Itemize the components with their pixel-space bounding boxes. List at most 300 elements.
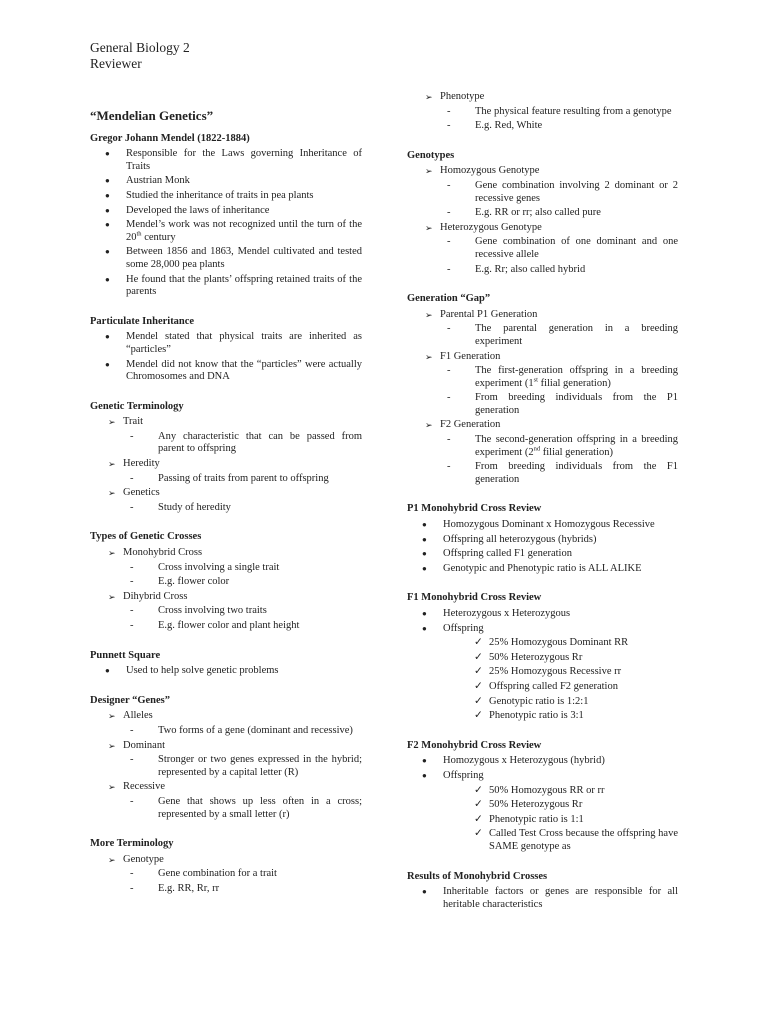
list-item-text <box>489 814 678 827</box>
section-heading: Results of Monohybrid Crosses <box>407 870 548 882</box>
dash-bullet-icon: - <box>130 882 134 894</box>
list-item-text-main: Offspring called F2 generation <box>489 680 618 692</box>
section-heading: Generation “Gap” <box>407 293 491 305</box>
list-item-text-main: Cross involving two traits <box>158 605 267 617</box>
section <box>90 316 362 384</box>
checkmark-icon: ✓ <box>474 828 483 840</box>
ordinal-superscript: nd <box>533 445 541 453</box>
list-item <box>90 487 362 500</box>
list-item-text <box>123 547 362 560</box>
dash-bullet-icon: - <box>447 461 451 473</box>
list-item <box>407 392 678 417</box>
list-item <box>90 781 362 794</box>
list-item-text-main: He found that the plants’ offspring retained traits of the parents <box>126 273 362 298</box>
list-item-text <box>475 120 678 133</box>
list-item-text <box>443 563 678 576</box>
arrowhead-bullet-icon: ➢ <box>108 782 116 793</box>
list-item <box>90 754 362 779</box>
list-item-text-tail: filial generation) <box>537 377 611 389</box>
list-item-text-main: Gene combination involving 2 dominant or 2 recessive genes <box>475 179 678 204</box>
list-item-text-main: Homozygous x Heterozygous (hybrid) <box>443 755 605 767</box>
list-item-text-main: Homozygous Dominant x Homozygous Recessive <box>443 519 655 531</box>
dash-bullet-icon: - <box>447 263 451 275</box>
list-item-text-main: Studied the inheritance of traits in pea plants <box>126 189 314 201</box>
list-item-text <box>443 608 678 621</box>
bullet-dot-icon: ● <box>422 756 427 766</box>
list-item-text-main: F2 Generation <box>440 419 501 431</box>
list-item <box>407 563 678 576</box>
list-item-text-main: F1 Generation <box>440 350 501 362</box>
document-subtitle: Reviewer <box>90 56 142 71</box>
list-item-text <box>489 828 678 853</box>
list-item <box>90 620 362 633</box>
list-item-text <box>489 681 678 694</box>
list-item-text <box>489 696 678 709</box>
list-item-text <box>489 785 678 798</box>
list-item <box>90 190 362 203</box>
list-item-text <box>489 637 678 650</box>
list-item <box>407 180 678 205</box>
section-heading: Particulate Inheritance <box>90 315 195 327</box>
list-item-text-main: The physical feature resulting from a genotype <box>475 105 672 117</box>
list-item <box>90 740 362 753</box>
list-item <box>407 323 678 348</box>
list-item-text-main: E.g. Red, White <box>475 120 543 132</box>
list-item <box>407 91 678 104</box>
section <box>90 401 362 515</box>
list-item-text <box>126 219 362 244</box>
bullet-dot-icon: ● <box>105 205 110 215</box>
list-item-text <box>440 165 678 178</box>
list-item <box>90 576 362 589</box>
list-item-text-main: Parental P1 Generation <box>440 308 538 320</box>
checkmark-icon: ✓ <box>474 695 483 707</box>
list-item <box>407 785 678 798</box>
list-item-text-main: Monohybrid Cross <box>123 547 203 559</box>
list-item <box>407 814 678 827</box>
list-item-text <box>158 620 362 633</box>
section <box>407 293 678 486</box>
list-item-text-main: Heterozygous Genotype <box>440 221 542 233</box>
list-item-text <box>158 473 362 486</box>
list-item-text-main: E.g. RR, Rr, rr <box>158 882 220 894</box>
section-heading: Gregor Johann Mendel (1822-1884) <box>90 132 250 144</box>
section-heading: F1 Monohybrid Cross Review <box>407 592 542 604</box>
list-item-text <box>126 665 362 678</box>
list-item-text <box>126 331 362 356</box>
arrowhead-bullet-icon: ➢ <box>108 740 116 751</box>
section <box>407 871 678 912</box>
dash-bullet-icon: - <box>447 120 451 132</box>
dash-bullet-icon: - <box>130 501 134 513</box>
list-item-text-main: Inheritable factors or genes are responsible for all heritable characteristics <box>443 886 678 910</box>
dash-bullet-icon: - <box>447 207 451 219</box>
arrowhead-bullet-icon: ➢ <box>425 222 433 233</box>
list-item-text-main: Developed the laws of inheritance <box>126 204 270 216</box>
course-title: General Biology 2 <box>90 40 190 55</box>
list-item-text <box>475 323 678 348</box>
section-heading: F2 Monohybrid Cross Review <box>407 739 542 751</box>
section-heading: P1 Monohybrid Cross Review <box>407 503 542 515</box>
list-item-text-main: Genotypic and Phenotypic ratio is ALL ALIKE <box>443 562 642 574</box>
list-item-text-main: From breeding individuals from the F1 generation <box>475 461 678 485</box>
list-item-text-main: Homozygous Genotype <box>440 165 540 177</box>
dash-bullet-icon: - <box>130 576 134 588</box>
section <box>407 150 678 276</box>
bullet-dot-icon: ● <box>422 549 427 559</box>
list-item-text <box>126 190 362 203</box>
checkmark-icon: ✓ <box>474 710 483 722</box>
list-item-text-main: Dihybrid Cross <box>123 590 188 602</box>
list-item <box>90 796 362 821</box>
bullet-dot-icon: ● <box>422 520 427 530</box>
list-item <box>407 309 678 322</box>
list-item <box>90 148 362 173</box>
list-item-text-main: E.g. flower color and plant height <box>158 620 300 631</box>
list-item-text-main: Passing of traits from parent to offspring <box>158 472 329 484</box>
list-item-text <box>158 605 362 618</box>
list-item <box>407 681 678 694</box>
list-item-text <box>158 868 362 881</box>
dash-bullet-icon: - <box>447 236 451 248</box>
list-item-text-main: Dominant <box>123 739 165 751</box>
list-item-text-main: The parental generation in a breeding experiment <box>475 323 678 347</box>
bullet-dot-icon: ● <box>105 666 110 676</box>
list-item-text-main: E.g. flower color <box>158 576 230 588</box>
list-item <box>90 502 362 515</box>
section <box>407 503 678 575</box>
list-item-text <box>443 519 678 532</box>
dash-bullet-icon: - <box>447 105 451 117</box>
list-item-text-main: Alleles <box>123 710 153 722</box>
list-item <box>407 548 678 561</box>
list-item <box>407 799 678 812</box>
list-item-text <box>123 487 362 500</box>
arrowhead-bullet-icon: ➢ <box>425 420 433 431</box>
list-item <box>90 665 362 678</box>
dash-bullet-icon: - <box>130 620 134 631</box>
list-item-text <box>475 461 678 486</box>
list-item <box>407 696 678 709</box>
bullet-dot-icon: ● <box>422 534 427 544</box>
list-item <box>90 416 362 429</box>
checkmark-icon: ✓ <box>474 666 483 678</box>
dash-bullet-icon: - <box>447 434 451 446</box>
list-item <box>407 755 678 768</box>
list-item <box>90 868 362 881</box>
checkmark-icon: ✓ <box>474 799 483 811</box>
arrowhead-bullet-icon: ➢ <box>108 488 116 499</box>
list-item-text-main: Gene combination for a trait <box>158 868 277 880</box>
dash-bullet-icon: - <box>447 392 451 404</box>
list-item-text <box>489 799 678 812</box>
arrowhead-bullet-icon: ➢ <box>425 92 433 102</box>
bullet-dot-icon: ● <box>105 274 110 284</box>
section <box>90 133 362 299</box>
list-item-text-main: Offspring <box>443 769 484 781</box>
list-item-text-main: Mendel stated that physical traits are inherited as “particles” <box>126 331 362 355</box>
document-title: “Mendelian Genetics” <box>90 108 214 123</box>
arrowhead-bullet-icon: ➢ <box>108 711 116 722</box>
list-item <box>407 365 678 390</box>
bullet-dot-icon: ● <box>105 176 110 186</box>
list-item-text <box>158 754 362 779</box>
section-heading: Genotypes <box>407 149 455 161</box>
list-item <box>90 274 362 299</box>
list-item-text-main: Genetics <box>123 487 160 499</box>
bullet-dot-icon: ● <box>422 563 427 573</box>
dash-bullet-icon: - <box>130 605 134 617</box>
bullet-dot-icon: ● <box>105 247 110 257</box>
list-item-text-main: 50% Heterozygous Rr <box>489 651 583 663</box>
list-item-text <box>443 755 678 768</box>
arrowhead-bullet-icon: ➢ <box>425 166 433 177</box>
list-item <box>407 222 678 235</box>
bullet-dot-icon: ● <box>105 332 110 342</box>
list-item-text <box>158 502 362 515</box>
arrowhead-bullet-icon: ➢ <box>108 417 116 428</box>
list-item-text-main: E.g. RR or rr; also called pure <box>475 207 601 219</box>
section <box>90 838 362 895</box>
list-item-text <box>443 623 678 636</box>
list-item-text <box>475 392 678 417</box>
ordinal-superscript: th <box>136 230 142 238</box>
list-item-text-main: Austrian Monk <box>126 175 190 187</box>
list-item <box>90 562 362 575</box>
bullet-dot-icon: ● <box>422 887 427 897</box>
list-item-text <box>443 548 678 561</box>
list-item-text-main: Called Test Cross because the offspring have SAME genotype as <box>489 828 678 852</box>
list-item-text <box>123 854 362 867</box>
dash-bullet-icon: - <box>130 430 134 442</box>
section-heading: Designer “Genes” <box>90 694 171 706</box>
bullet-dot-icon: ● <box>422 770 427 780</box>
list-item-text <box>475 180 678 205</box>
list-item <box>90 725 362 738</box>
section <box>90 650 362 678</box>
list-item-text-main: Stronger or two genes expressed in the hybrid; represented by a capital letter (R) <box>158 754 362 778</box>
list-item-text-main: Phenotypic ratio is 3:1 <box>489 710 584 722</box>
list-item <box>90 359 362 384</box>
left-column <box>90 110 362 913</box>
arrowhead-bullet-icon: ➢ <box>108 591 116 602</box>
list-item-text-main: Heterozygous x Heterozygous <box>443 608 571 619</box>
bullet-dot-icon: ● <box>105 220 110 230</box>
dash-bullet-icon: - <box>130 795 134 807</box>
list-item <box>90 854 362 867</box>
list-item-text <box>126 148 362 173</box>
list-item-text-main: Offspring all heterozygous (hybrids) <box>443 533 597 545</box>
dash-bullet-icon: - <box>447 323 451 335</box>
section-heading: Punnett Square <box>90 649 161 661</box>
checkmark-icon: ✓ <box>474 784 483 796</box>
list-item-text-main: Gene that shows up less often in a cross; represented by a small letter (r) <box>158 795 362 820</box>
list-item-text <box>123 458 362 471</box>
section <box>407 592 678 722</box>
arrowhead-bullet-icon: ➢ <box>425 309 433 320</box>
list-item-text-main: Gene combination of one dominant and one recessive allele <box>475 236 678 260</box>
list-item-text-main: Responsible for the Laws governing Inheritance of Traits <box>126 148 362 172</box>
dash-bullet-icon: - <box>130 868 134 880</box>
list-item-text <box>158 431 362 456</box>
checkmark-icon: ✓ <box>474 637 483 649</box>
list-item-text-main: Heredity <box>123 458 160 470</box>
list-item <box>407 351 678 364</box>
list-item <box>407 770 678 783</box>
list-item-text <box>475 207 678 220</box>
list-item <box>407 534 678 547</box>
list-item <box>407 236 678 261</box>
list-item-text <box>475 264 678 277</box>
list-item <box>407 434 678 459</box>
list-item <box>90 219 362 244</box>
list-item-text-main: Between 1856 and 1863, Mendel cultivated and tested some 28,000 pea plants <box>126 246 362 270</box>
list-item-text <box>158 883 362 896</box>
checkmark-icon: ✓ <box>474 680 483 692</box>
list-item-text <box>126 175 362 188</box>
bullet-dot-icon: ● <box>422 609 427 618</box>
list-item-text <box>475 365 678 390</box>
list-item-text-tail: century <box>141 231 176 243</box>
list-item-text <box>440 91 678 104</box>
checkmark-icon: ✓ <box>474 651 483 663</box>
section <box>90 695 362 821</box>
list-item-text-main: Phenotypic ratio is 1:1 <box>489 813 584 825</box>
list-item <box>407 120 678 133</box>
list-item-text <box>123 710 362 723</box>
list-item-text <box>126 359 362 384</box>
list-item-text <box>489 666 678 679</box>
list-item <box>407 710 678 723</box>
list-item-text <box>443 886 678 911</box>
list-item-text-main: 50% Homozygous RR or rr <box>489 784 605 796</box>
list-item <box>90 883 362 896</box>
list-item-text <box>440 351 678 364</box>
list-item-text-tail: filial generation) <box>540 446 613 458</box>
list-item <box>407 207 678 220</box>
section-heading: Types of Genetic Crosses <box>90 531 202 543</box>
list-item <box>90 175 362 188</box>
dash-bullet-icon: - <box>130 724 134 736</box>
bullet-dot-icon: ● <box>105 359 110 369</box>
list-item-text-main: E.g. Rr; also called hybrid <box>475 263 586 275</box>
list-item-text-main: 50% Heterozygous Rr <box>489 799 583 811</box>
bullet-dot-icon: ● <box>422 623 427 633</box>
section <box>407 91 678 133</box>
list-item-text-main: Study of heredity <box>158 501 231 513</box>
list-item <box>407 608 678 621</box>
list-item-text-main: Trait <box>123 416 144 428</box>
list-item-text <box>126 246 362 271</box>
arrowhead-bullet-icon: ➢ <box>108 548 116 559</box>
dash-bullet-icon: - <box>130 754 134 766</box>
list-item-text <box>475 106 678 119</box>
list-item-text-main: Any characteristic that can be passed from parent to offspring <box>158 430 362 455</box>
list-item-text <box>475 434 678 459</box>
list-item-text <box>158 796 362 821</box>
list-item <box>407 666 678 679</box>
list-item-text-main: The first-generation offspring in a breeding experiment (1 <box>475 365 678 389</box>
list-item-text-main: The second-generation offspring in a breeding experiment (2 <box>475 434 678 458</box>
list-item-text-main: From breeding individuals from the P1 generation <box>475 392 678 416</box>
list-item <box>407 461 678 486</box>
list-item <box>90 710 362 723</box>
list-item-text-main: 25% Homozygous Dominant RR <box>489 637 629 649</box>
dash-bullet-icon: - <box>447 179 451 191</box>
list-item <box>90 246 362 271</box>
list-item <box>407 623 678 636</box>
list-item <box>407 519 678 532</box>
list-item-text-main: Genotype <box>123 853 164 865</box>
list-item-text <box>123 781 362 794</box>
list-item <box>90 458 362 471</box>
list-item <box>407 886 678 911</box>
list-item-text <box>443 770 678 783</box>
list-item <box>90 547 362 560</box>
list-item <box>407 652 678 665</box>
list-item-text <box>158 576 362 589</box>
bullet-dot-icon: ● <box>105 190 110 200</box>
list-item-text <box>126 274 362 299</box>
list-item <box>90 473 362 486</box>
list-item <box>407 264 678 277</box>
list-item-text-main: Used to help solve genetic problems <box>126 665 279 677</box>
list-item <box>407 106 678 119</box>
dash-bullet-icon: - <box>447 365 451 377</box>
list-item <box>90 205 362 218</box>
list-item-text-main: 25% Homozygous Recessive rr <box>489 666 622 678</box>
list-item-text-main: Offspring <box>443 622 484 634</box>
list-item-text <box>440 419 678 432</box>
list-item-text <box>158 725 362 738</box>
list-item <box>90 605 362 618</box>
list-item-text <box>123 591 362 604</box>
checkmark-icon: ✓ <box>474 813 483 825</box>
list-item-text-main: Cross involving a single trait <box>158 561 280 573</box>
list-item-text <box>126 205 362 218</box>
ordinal-superscript: st <box>533 376 538 384</box>
list-item <box>90 331 362 356</box>
list-item-text-main: Mendel’s work was not recognized until the turn of the 20 <box>126 219 362 243</box>
list-item-text-main: Recessive <box>123 781 165 793</box>
section-heading: Genetic Terminology <box>90 400 184 412</box>
list-item-text <box>489 710 678 723</box>
list-item <box>407 165 678 178</box>
list-item <box>90 431 362 456</box>
right-column <box>407 91 678 928</box>
list-item-text <box>440 309 678 322</box>
arrowhead-bullet-icon: ➢ <box>108 854 116 865</box>
list-item-text <box>443 534 678 547</box>
list-item-text <box>123 740 362 753</box>
list-item-text <box>123 416 362 429</box>
list-item <box>407 637 678 650</box>
list-item-text-main: Mendel did not know that the “particles” were actually Chromosomes and DNA <box>126 358 362 383</box>
arrowhead-bullet-icon: ➢ <box>108 459 116 470</box>
bullet-dot-icon: ● <box>105 149 110 159</box>
dash-bullet-icon: - <box>130 561 134 573</box>
arrowhead-bullet-icon: ➢ <box>425 351 433 362</box>
list-item-text <box>158 562 362 575</box>
list-item-text-main: Offspring called F1 generation <box>443 548 572 560</box>
document-header <box>90 40 190 72</box>
section <box>407 740 678 854</box>
list-item <box>407 828 678 853</box>
list-item-text-main: Two forms of a gene (dominant and recessive) <box>158 724 353 736</box>
section <box>90 531 362 632</box>
list-item-text <box>440 222 678 235</box>
list-item-text <box>489 652 678 665</box>
